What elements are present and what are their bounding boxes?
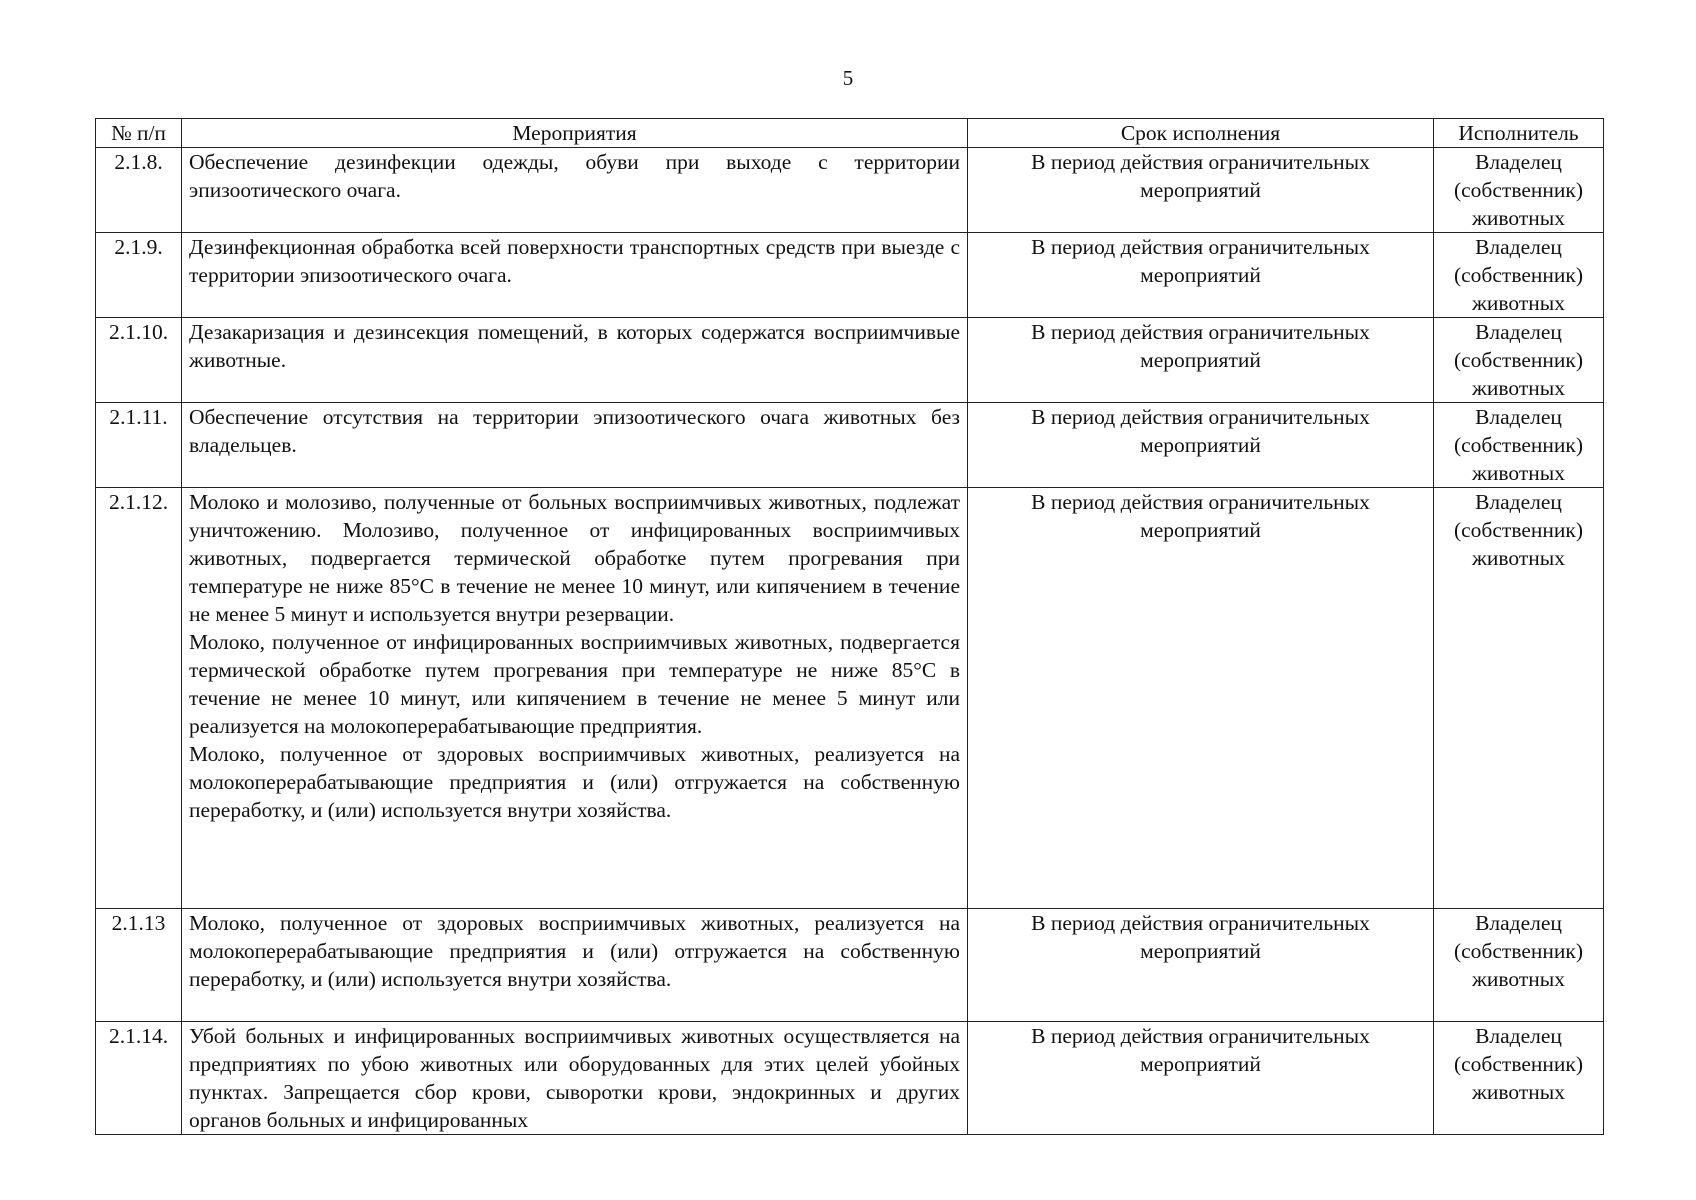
row-term: В период действия ограничительных мероприятий	[968, 233, 1434, 318]
executor-line: животных	[1472, 376, 1565, 400]
executor-line: Владелец	[1475, 320, 1562, 344]
row-term: В период действия ограничительных мероприятий	[968, 488, 1434, 909]
row-executor	[1434, 909, 1604, 1022]
row-activity	[182, 1022, 968, 1135]
header-activity: Мероприятия	[182, 119, 968, 148]
executor-line: Владелец	[1475, 911, 1562, 935]
executor-line: (собственник)	[1453, 178, 1584, 202]
executor-line: животных	[1472, 546, 1565, 570]
executor-line: животных	[1472, 461, 1565, 485]
row-number: 2.1.10.	[96, 318, 182, 403]
executor-line: животных	[1472, 206, 1565, 230]
executor-line: Владелец	[1475, 235, 1562, 259]
table-row	[96, 233, 1604, 318]
row-executor	[1434, 488, 1604, 909]
executor-line: (собственник)	[1453, 518, 1584, 542]
page-number: 5	[842, 66, 854, 90]
measures-table	[95, 118, 1604, 1135]
activity-paragraph: Обеспечение отсутствия на территории эпизоотического очага животных без владельцев.	[189, 405, 960, 457]
executor-line: животных	[1472, 967, 1565, 991]
executor-line: Владелец	[1475, 405, 1562, 429]
row-term: В период действия ограничительных мероприятий	[968, 148, 1434, 233]
executor-line: Владелец	[1475, 150, 1562, 174]
row-number: 2.1.13	[96, 909, 182, 1022]
executor-line: животных	[1472, 1080, 1565, 1104]
table-header-row	[96, 119, 1604, 148]
executor-line: (собственник)	[1453, 348, 1584, 372]
executor-line: (собственник)	[1453, 1052, 1584, 1076]
activity-paragraph: Молоко, полученное от инфицированных восприимчивых животных, подвергается термической обработке путем прогревания при температуре не ниже 85°C в течение не менее 10 минут, или кипячением в течение не менее 5 минут или реализуется на молокоперерабатывающие предприятия.	[189, 630, 960, 738]
row-executor	[1434, 1022, 1604, 1135]
row-executor	[1434, 318, 1604, 403]
header-executor: Исполнитель	[1434, 119, 1604, 148]
table-row	[96, 148, 1604, 233]
row-number: 2.1.14.	[96, 1022, 182, 1135]
row-number: 2.1.12.	[96, 488, 182, 909]
row-term: В период действия ограничительных мероприятий	[968, 403, 1434, 488]
row-number: 2.1.9.	[96, 233, 182, 318]
activity-paragraph: Дезакаризация и дезинсекция помещений, в которых содержатся восприимчивые животные.	[189, 320, 960, 372]
row-executor	[1434, 233, 1604, 318]
activity-paragraph: Дезинфекционная обработка всей поверхности транспортных средств при выезде с территории эпизоотического очага.	[189, 235, 960, 287]
executor-line: (собственник)	[1453, 263, 1584, 287]
header-term: Срок исполнения	[968, 119, 1434, 148]
row-activity	[182, 148, 968, 233]
activity-paragraph: Убой больных и инфицированных восприимчивых животных осуществляется на предприятиях по убою животных или оборудованных для этих целей убойных пунктах. Запрещается сбор крови, сыворотки крови, эндокринных и других органов больных и инфицированных	[189, 1024, 960, 1132]
executor-line: животных	[1472, 291, 1565, 315]
row-executor	[1434, 403, 1604, 488]
activity-paragraph: Обеспечение дезинфекции одежды, обуви при выходе с территории эпизоотического очага.	[189, 150, 960, 202]
table-row	[96, 488, 1604, 909]
table-row	[96, 1022, 1604, 1135]
row-activity	[182, 233, 968, 318]
row-number: 2.1.11.	[96, 403, 182, 488]
executor-line: Владелец	[1475, 1024, 1562, 1048]
row-activity	[182, 909, 968, 1022]
row-term: В период действия ограничительных мероприятий	[968, 909, 1434, 1022]
row-activity	[182, 318, 968, 403]
row-term: В период действия ограничительных мероприятий	[968, 318, 1434, 403]
activity-paragraph: Молоко, полученное от здоровых восприимчивых животных, реализуется на молокоперерабатывающие предприятия и (или) отгружается на собственную переработку, и (или) используется внутри хозяйства.	[189, 911, 960, 991]
header-num: № п/п	[96, 119, 182, 148]
row-number: 2.1.8.	[96, 148, 182, 233]
activity-paragraph: Молоко и молозиво, полученные от больных восприимчивых животных, подлежат уничтожению. Молозиво, полученное от инфицированных восприимчивых животных, подвергается термической обработке путем прогревания при температуре не ниже 85°C в течение не менее 10 минут, или кипячением в течение не менее 5 минут и используется внутри резервации.	[189, 490, 960, 626]
table-body	[96, 148, 1604, 1135]
executor-line: (собственник)	[1453, 433, 1584, 457]
row-executor	[1434, 148, 1604, 233]
table-row	[96, 909, 1604, 1022]
table-row	[96, 318, 1604, 403]
executor-line: Владелец	[1475, 490, 1562, 514]
activity-paragraph: Молоко, полученное от здоровых восприимчивых животных, реализуется на молокоперерабатывающие предприятия и (или) отгружается на собственную переработку, и (или) используется внутри хозяйства.	[189, 742, 960, 822]
row-activity	[182, 488, 968, 909]
table-row	[96, 403, 1604, 488]
row-term: В период действия ограничительных мероприятий	[968, 1022, 1434, 1135]
executor-line: (собственник)	[1453, 939, 1584, 963]
row-activity	[182, 403, 968, 488]
